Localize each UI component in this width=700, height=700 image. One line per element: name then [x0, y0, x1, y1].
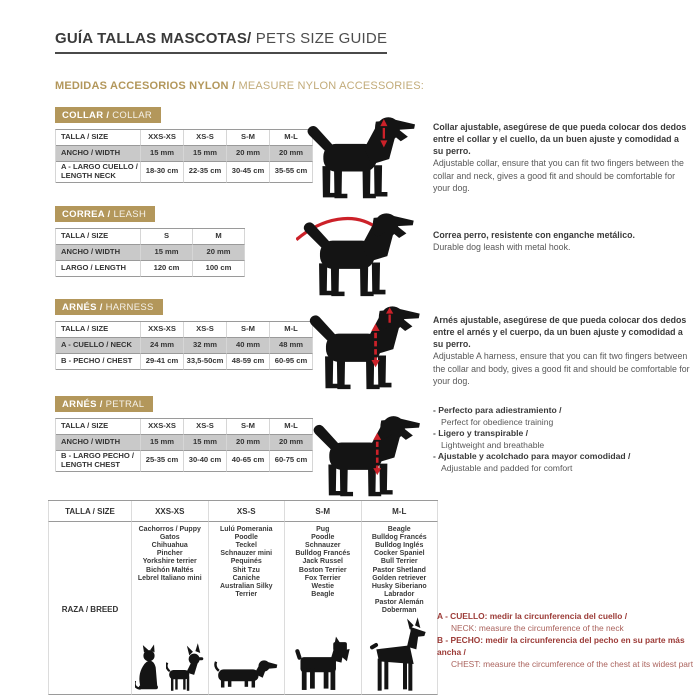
harness-chest-value: 33,5-50cm — [184, 354, 227, 370]
leash-header-size: TALLA / SIZE — [56, 229, 141, 245]
page-title-en: PETS SIZE GUIDE — [255, 30, 388, 47]
dog-leash-icon — [296, 207, 424, 298]
collar-width-value: 15 mm — [141, 146, 184, 162]
note-neck-es: A - CUELLO: medir la circunferencia del cuello / — [437, 611, 628, 621]
petral-section-badge — [55, 396, 153, 412]
petral-header-xs-s: XS-S — [184, 419, 227, 435]
petral-chest-length-value: 40-65 cm — [227, 451, 270, 472]
petral-width-value: 15 mm — [141, 435, 184, 451]
breed-list-s-m: Pug Poodle Schnauzer Bulldog Francés Jack Russel Boston Terrier Fox Terrier Westie Beagle — [295, 526, 351, 598]
cat-icon — [135, 644, 163, 692]
breed-header-m-l: M-L — [362, 501, 439, 522]
leash-width-value: 15 mm — [141, 245, 193, 261]
collar-desc-en: Adjustable collar, ensure that you can fit two fingers between the collar and neck, gives a good fit and should be comfortable for your dog. — [433, 158, 684, 193]
collar-section-badge — [55, 107, 161, 123]
breed-cell-m-l — [362, 522, 439, 695]
petral-width-value: 20 mm — [270, 435, 313, 451]
petral-chest-length-label: B - LARGO PECHO / LENGTH CHEST — [56, 451, 141, 472]
harness-badge-en: HARNESS — [105, 302, 154, 313]
harness-chest-value: 48-59 cm — [227, 354, 270, 370]
leash-width-value: 20 mm — [193, 245, 245, 261]
petral-features-list — [433, 405, 691, 475]
petral-bullet-es: - Perfecto para adiestramiento / — [433, 405, 562, 415]
petral-chest-length-value: 60-75 cm — [270, 451, 313, 472]
harness-chest-value: 29-41 cm — [141, 354, 184, 370]
leash-header-s: S — [141, 229, 193, 245]
collar-desc-es: Collar ajustable, asegúrese de que pueda colocar dos dedos entre el collar y el cuello, da un buen ajuste y comodidad a su perro. — [433, 122, 687, 157]
collar-header-size: TALLA / SIZE — [56, 130, 141, 146]
note-chest-en: CHEST: measure the circumference of the chest at its widest part — [451, 658, 694, 669]
harness-neck-value: 32 mm — [184, 338, 227, 354]
harness-header-xxs-xs: XXS-XS — [141, 322, 184, 338]
harness-chest-label: B - PECHO / CHEST — [56, 354, 141, 370]
subtitle-en: MEASURE NYLON ACCESSORIES: — [238, 80, 424, 92]
breed-header-xs-s: XS-S — [209, 501, 286, 522]
doberman-icon — [367, 616, 431, 692]
harness-header-size: TALLA / SIZE — [56, 322, 141, 338]
page-subtitle — [55, 80, 424, 92]
measurement-notes — [437, 611, 699, 671]
harness-neck-value: 24 mm — [141, 338, 184, 354]
collar-badge-es: COLLAR / — [62, 110, 110, 121]
petral-header-size: TALLA / SIZE — [56, 419, 141, 435]
schnauzer-icon — [295, 636, 351, 692]
dog-collar-icon — [300, 111, 425, 200]
petral-header-m-l: M-L — [270, 419, 313, 435]
petral-bullet-es: - Ajustable y acolchado para mayor comodidad / — [433, 451, 631, 462]
collar-neck-length-value: 35-55 cm — [270, 162, 313, 183]
dog-harness-icon — [302, 300, 430, 391]
petral-bullet-en: Perfect for obedience training — [441, 416, 554, 427]
harness-header-m-l: M-L — [270, 322, 313, 338]
leash-description — [433, 229, 691, 253]
harness-header-s-m: S-M — [227, 322, 270, 338]
collar-header-xxs-xs: XXS-XS — [141, 130, 184, 146]
breed-cell-xxs-xs — [132, 522, 209, 695]
page-title — [55, 30, 387, 54]
page-title-es: GUÍA TALLAS MASCOTAS/ — [55, 30, 252, 47]
collar-width-value: 15 mm — [184, 146, 227, 162]
harness-size-table — [55, 321, 313, 370]
note-chest-es: B - PECHO: medir la circunferencia del pecho en su parte más ancha / — [437, 634, 685, 657]
breed-header-size: TALLA / SIZE — [48, 501, 132, 522]
collar-width-value: 20 mm — [227, 146, 270, 162]
leash-length-value: 100 cm — [193, 261, 245, 277]
breed-size-table — [48, 500, 438, 695]
petral-badge-es: ARNÉS / — [62, 399, 103, 410]
harness-neck-value: 48 mm — [270, 338, 313, 354]
collar-neck-length-value: 22-35 cm — [184, 162, 227, 183]
leash-badge-es: CORREA / — [62, 209, 111, 220]
petral-bullet-en: Lightweight and breathable — [441, 439, 545, 450]
leash-width-label: ANCHO / WIDTH — [56, 245, 141, 261]
collar-size-table — [55, 129, 313, 183]
dog-petral-icon — [306, 410, 430, 498]
harness-header-xs-s: XS-S — [184, 322, 227, 338]
harness-neck-value: 40 mm — [227, 338, 270, 354]
collar-description — [433, 121, 691, 194]
petral-header-xxs-xs: XXS-XS — [141, 419, 184, 435]
petral-size-table — [55, 418, 313, 472]
harness-chest-value: 60-95 cm — [270, 354, 313, 370]
petral-width-label: ANCHO / WIDTH — [56, 435, 141, 451]
petral-chest-length-value: 30-40 cm — [184, 451, 227, 472]
petral-bullet-en: Adjustable and padded for comfort — [441, 462, 573, 473]
leash-section-badge — [55, 206, 155, 222]
collar-neck-length-label: A - LARGO CUELLO / LENGTH NECK — [56, 162, 141, 183]
leash-badge-en: LEASH — [113, 209, 147, 220]
chihuahua-icon — [166, 642, 204, 692]
collar-width-value: 20 mm — [270, 146, 313, 162]
leash-size-table — [55, 228, 245, 277]
breed-header-xxs-xs: XXS-XS — [132, 501, 209, 522]
collar-neck-length-value: 18-30 cm — [141, 162, 184, 183]
leash-desc-en: Durable dog leash with metal hook. — [433, 242, 571, 253]
collar-neck-length-value: 30-45 cm — [227, 162, 270, 183]
petral-width-value: 15 mm — [184, 435, 227, 451]
breed-row-label-cell — [48, 522, 132, 695]
harness-desc-en: Adjustable A harness, ensure that you can fit two fingers between the collar and body, gives a good fit and should be comfortable for your dog. — [433, 351, 690, 386]
note-neck-en: NECK: measure the circumference of the neck — [451, 622, 624, 633]
petral-badge-en: PETRAL — [105, 399, 145, 410]
breed-cell-s-m — [285, 522, 362, 695]
leash-desc-es: Correa perro, resistente con enganche metálico. — [433, 230, 635, 240]
leash-length-label: LARGO / LENGTH — [56, 261, 141, 277]
harness-badge-es: ARNÉS / — [62, 302, 103, 313]
breed-list-xs-s: Lulú Pomerania Poodle Teckel Schnauzer mini Pequinés Shit Tzu Caniche Australian Silky Terrier — [219, 526, 273, 598]
collar-width-label: ANCHO / WIDTH — [56, 146, 141, 162]
harness-description — [433, 314, 691, 387]
breed-header-s-m: S-M — [285, 501, 362, 522]
petral-chest-length-value: 25-35 cm — [141, 451, 184, 472]
collar-header-xs-s: XS-S — [184, 130, 227, 146]
collar-header-m-l: M-L — [270, 130, 313, 146]
leash-header-m: M — [193, 229, 245, 245]
breed-row-label: RAZA / BREED — [61, 604, 119, 614]
petral-bullet-es: - Ligero y transpirable / — [433, 428, 529, 439]
collar-header-s-m: S-M — [227, 130, 270, 146]
harness-desc-es: Arnés ajustable, asegúrese de que pueda colocar dos dedos entre el arnés y el cuerpo, da un buen ajuste y comodidad a su perro. — [433, 315, 687, 350]
dachshund-icon — [214, 658, 278, 692]
petral-width-value: 20 mm — [227, 435, 270, 451]
collar-badge-en: COLLAR — [112, 110, 153, 121]
petral-header-s-m: S-M — [227, 419, 270, 435]
leash-length-value: 120 cm — [141, 261, 193, 277]
harness-section-badge — [55, 299, 163, 315]
breed-cell-xs-s — [209, 522, 286, 695]
breed-list-m-l: Beagle Bulldog Francés Bulldog Inglés Cocker Spaniel Bull Terrier Pastor Shetland Golden retriever Husky Siberiano Labrador Pastor Alemán Doberman — [371, 526, 427, 615]
harness-neck-label: A - CUELLO / NECK — [56, 338, 141, 354]
breed-list-xxs-xs: Cachorros / Puppy Gatos Chihuahua Pincher Yorkshire terrier Bichón Maltés Lebrel Italiano mini — [137, 526, 202, 582]
subtitle-es: MEDIDAS ACCESORIOS NYLON / — [55, 80, 236, 92]
